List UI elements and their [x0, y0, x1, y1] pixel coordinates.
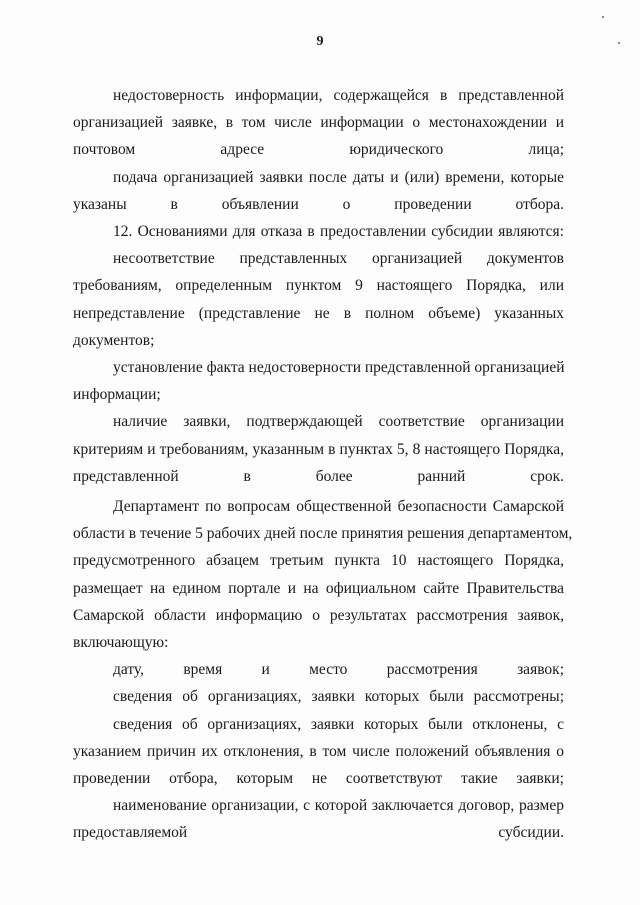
paragraph: [73, 354, 564, 408]
text-line: представленной в более ранний срок.: [73, 467, 564, 485]
paragraph: [73, 493, 573, 656]
text-line: наличие заявки, подтверждающей соответствие организации: [113, 413, 564, 431]
scan-speck: [618, 42, 620, 44]
text-line: предусмотренного абзацем третьим пункта 10 настоящего Порядка,: [73, 552, 564, 570]
text-line: подача организацией заявки после даты и (или) времени, которые: [113, 168, 564, 186]
text-line: организацией заявке, в том числе информации о местонахождении и: [73, 114, 564, 132]
document-body: [73, 82, 573, 847]
scan-speck: [602, 16, 604, 18]
paragraph: [73, 792, 564, 846]
text-line: Департамент по вопросам общественной безопасности Самарской: [113, 498, 564, 516]
paragraph: [73, 683, 564, 710]
paragraph: [73, 245, 564, 354]
paragraph: [73, 164, 564, 218]
text-line: дату, время и место рассмотрения заявок;: [113, 661, 564, 679]
text-line: указаны в объявлении о проведении отбора.: [73, 195, 564, 213]
text-line: информации;: [73, 386, 161, 404]
paragraph: [73, 711, 564, 793]
text-line: непредставление (представление не в полном объеме) указанных: [73, 304, 564, 322]
text-line: несоответствие представленных организацией документов: [113, 250, 564, 268]
paragraph: [73, 656, 564, 683]
text-line: недостоверность информации, содержащейся в представленной: [113, 87, 564, 104]
text-line: области в течение 5 рабочих дней после принятия решения департаментом,: [73, 525, 573, 543]
text-line: сведения об организациях, заявки которых были рассмотрены;: [113, 688, 564, 706]
text-line: Самарской области информацию о результатах рассмотрения заявок,: [73, 606, 564, 624]
paragraph: [73, 408, 564, 490]
text-line: предоставляемой субсидии.: [73, 824, 564, 842]
page-number: 9: [316, 34, 324, 49]
text-line: проведении отбора, которым не соответствуют такие заявки;: [73, 770, 564, 788]
text-line: документов;: [73, 331, 155, 349]
text-line: установление факта недостоверности представленной организацией: [113, 359, 565, 377]
text-line: включающую:: [73, 634, 169, 652]
text-line: размещает на едином портале и на официальном сайте Правительства: [73, 579, 564, 597]
text-line: критериям и требованиям, указанным в пунктах 5, 8 настоящего Порядка,: [73, 440, 564, 458]
paragraph: [73, 218, 564, 245]
text-line: требованиям, определенным пунктом 9 настоящего Порядка, или: [73, 277, 564, 295]
text-line: наименование организации, с которой заключается договор, размер: [113, 797, 564, 815]
text-line: сведения об организациях, заявки которых были отклонены, с: [113, 715, 564, 733]
paragraph: [73, 82, 564, 164]
text-line: указанием причин их отклонения, в том числе положений объявления о: [73, 742, 564, 760]
text-line: почтовом адресе юридического лица;: [73, 141, 564, 159]
text-line: 12. Основаниями для отказа в предоставлении субсидии являются:: [113, 223, 564, 241]
